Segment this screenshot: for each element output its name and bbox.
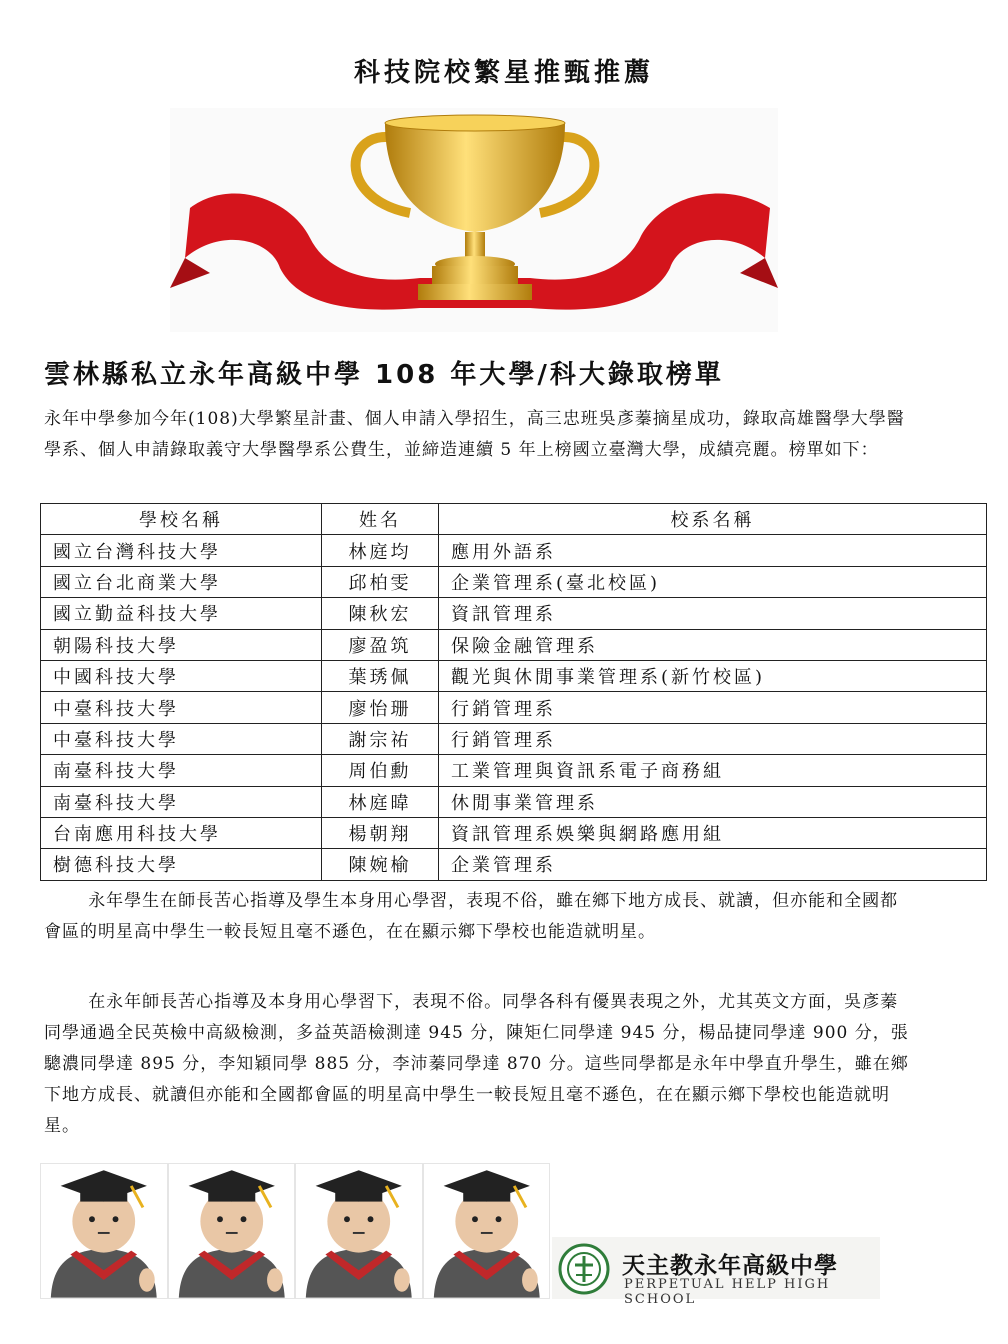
department-cell: 觀光與休閒事業管理系(新竹校區) — [439, 660, 987, 691]
department-cell: 行銷管理系 — [439, 692, 987, 723]
name-cell: 林庭暐 — [322, 786, 439, 817]
table-row — [41, 535, 987, 566]
trophy-icon — [170, 108, 778, 332]
school-name-cn: 天主教永年高級中學 — [622, 1253, 838, 1279]
school-cell: 國立台北商業大學 — [41, 566, 322, 597]
department-cell: 保險金融管理系 — [439, 629, 987, 660]
table-row — [41, 817, 987, 848]
graduate-icon — [295, 1163, 423, 1299]
intro-paragraph: 永年中學參加今年(108)大學繁星計畫、個人申請入學招生，高三忠班吳彥蓁摘星成功，錄取高雄醫學大學醫學系、個人申請錄取義守大學醫學系公費生，並締造連續 5 年上榜國立臺灣大學，成績亮麗。榜單如下： — [44, 409, 905, 460]
table-row — [41, 692, 987, 723]
graduate-icon — [423, 1163, 551, 1299]
name-cell: 廖怡珊 — [322, 692, 439, 723]
name-cell: 謝宗祐 — [322, 723, 439, 754]
department-cell: 行銷管理系 — [439, 723, 987, 754]
body-paragraph-1: 永年學生在師長苦心指導及學生本身用心學習，表現不俗，雖在鄉下地方成長、就讀，但亦能和全國都會區的明星高中學生一較長短且毫不遜色，在在顯示鄉下學校也能造就明星。 — [44, 891, 899, 942]
department-cell: 企業管理系 — [439, 849, 987, 880]
column-header-name: 姓名 — [322, 504, 439, 535]
name-cell: 葉琇佩 — [322, 660, 439, 691]
school-cell: 樹德科技大學 — [41, 849, 322, 880]
body-paragraph-2: 在永年師長苦心指導及本身用心學習下，表現不俗。同學各科有優異表現之外，尤其英文方面，吳彥蓁同學通過全民英檢中高級檢測，多益英語檢測達 945 分，陳矩仁同學達 945 分，楊品捷同學達 900 分，張驄濃同學達 895 分，李知穎同學 885 分，李沛蓁同學達 870 分。這些同學都是永年中學直升學生，雖在鄉下地方成長、就讀但亦能和全國都會區的明星高中學生一較長短且毫不遜色，在在顯示鄉下學校也能造就明星。 — [44, 992, 909, 1136]
name-cell: 楊朝翔 — [322, 817, 439, 848]
table-row — [41, 598, 987, 629]
trophy-image — [170, 108, 778, 332]
school-cell: 朝陽科技大學 — [41, 629, 322, 660]
school-name-en: PERPETUAL HELP HIGH SCHOOL — [624, 1277, 831, 1307]
department-cell: 資訊管理系 — [439, 598, 987, 629]
table-row — [41, 566, 987, 597]
page-title: 科技院校繁星推甄推薦 — [353, 58, 654, 88]
graduates-illustration — [40, 1163, 550, 1299]
name-cell: 邱柏雯 — [322, 566, 439, 597]
department-cell: 工業管理與資訊系電子商務組 — [439, 755, 987, 786]
school-cell: 中臺科技大學 — [41, 692, 322, 723]
school-cell: 中臺科技大學 — [41, 723, 322, 754]
graduate-icon — [168, 1163, 296, 1299]
name-cell: 陳秋宏 — [322, 598, 439, 629]
name-cell: 廖盈筑 — [322, 629, 439, 660]
table-row — [41, 786, 987, 817]
table-row — [41, 755, 987, 786]
school-cell: 國立勤益科技大學 — [41, 598, 322, 629]
headline: 雲林縣私立永年高級中學 108 年大學/科大錄取榜單 — [44, 360, 724, 390]
school-cell: 中國科技大學 — [41, 660, 322, 691]
school-cell: 台南應用科技大學 — [41, 817, 322, 848]
table-row — [41, 723, 987, 754]
table-row — [41, 849, 987, 880]
column-header-school: 學校名稱 — [41, 504, 322, 535]
department-cell: 休閒事業管理系 — [439, 786, 987, 817]
school-logo — [552, 1237, 880, 1307]
graduate-icon — [40, 1163, 168, 1299]
department-cell: 企業管理系(臺北校區) — [439, 566, 987, 597]
table-row — [41, 629, 987, 660]
department-cell: 應用外語系 — [439, 535, 987, 566]
name-cell: 陳婉榆 — [322, 849, 439, 880]
admission-table — [40, 503, 987, 881]
table-row — [41, 660, 987, 691]
school-seal-icon — [558, 1243, 610, 1295]
school-cell: 南臺科技大學 — [41, 786, 322, 817]
school-cell: 南臺科技大學 — [41, 755, 322, 786]
department-cell: 資訊管理系娛樂與網路應用組 — [439, 817, 987, 848]
table-header-row — [41, 504, 987, 535]
school-cell: 國立台灣科技大學 — [41, 535, 322, 566]
name-cell: 林庭均 — [322, 535, 439, 566]
column-header-department: 校系名稱 — [439, 504, 987, 535]
name-cell: 周伯勳 — [322, 755, 439, 786]
